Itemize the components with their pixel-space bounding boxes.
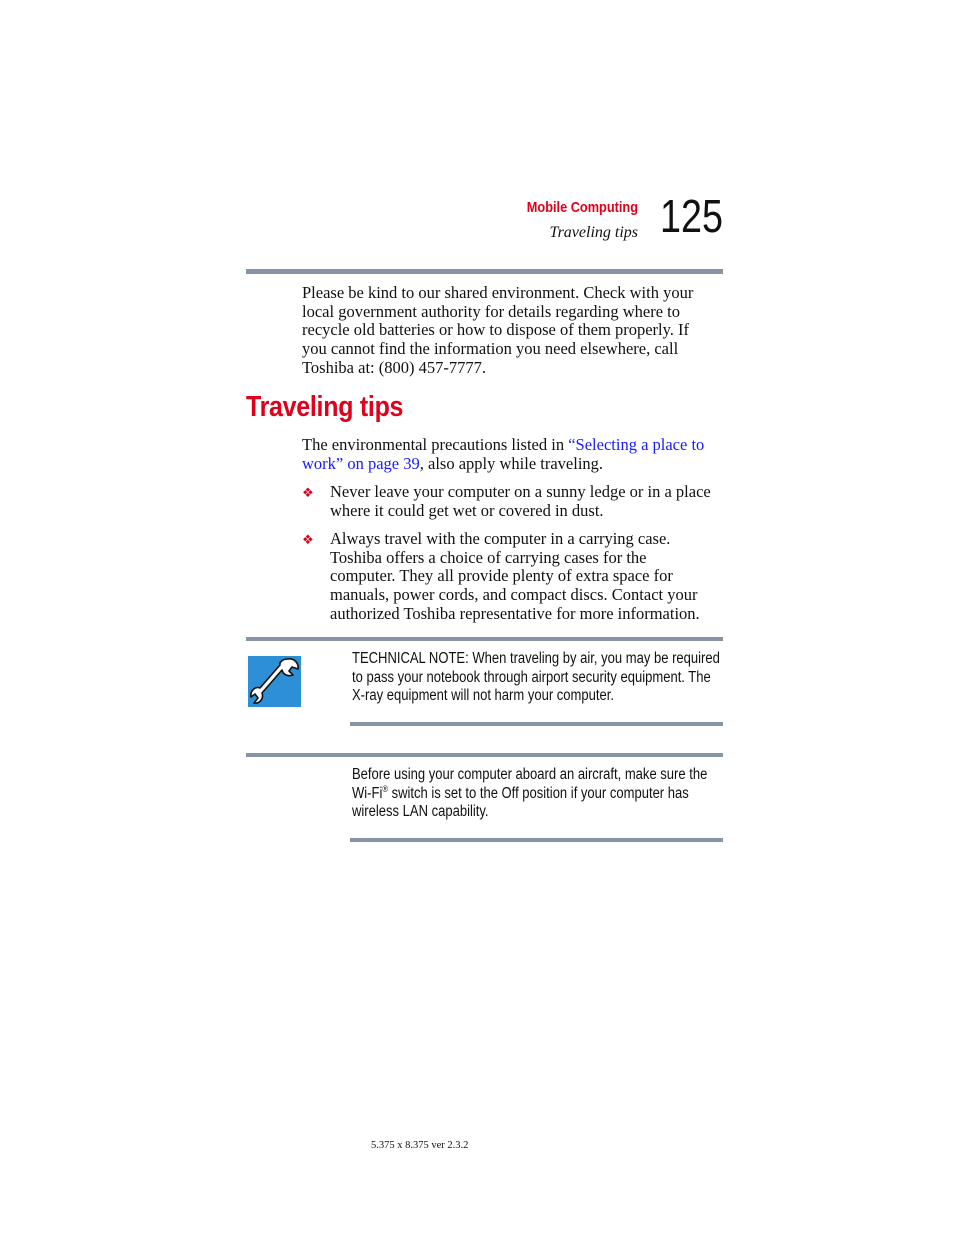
note-bottom-rule: [350, 722, 723, 726]
aircraft-note: [352, 766, 707, 822]
paragraph-text: The environmental precautions listed in: [302, 435, 569, 454]
bullet-line: computer. They all provide plenty of extra space for: [330, 566, 673, 586]
subsection-title: Traveling tips: [549, 224, 638, 241]
bullet-line: Toshiba offers a choice of carrying cases for the: [330, 547, 647, 567]
bullet-line: authorized Toshiba representative for more information.: [330, 603, 700, 623]
bullet-icon: ❖: [302, 485, 314, 500]
section-title: Mobile Computing: [526, 199, 638, 216]
paragraph-line: [302, 436, 732, 455]
intro-line: recycle old batteries or how to dispose of them properly. If: [302, 320, 690, 340]
note2-bottom-rule: [350, 838, 723, 842]
note-line: [352, 785, 707, 804]
technical-note: [352, 650, 720, 706]
registered-mark: ®: [382, 783, 388, 794]
cross-reference-link-continued[interactable]: work” on page 39: [302, 453, 420, 473]
note-top-rule: [246, 637, 723, 641]
note-line: X-ray equipment will not harm your computer.: [352, 687, 614, 705]
cross-reference-link[interactable]: “Selecting a place to: [568, 435, 705, 454]
bullet-item: [330, 483, 730, 520]
intro-line: you cannot find the information you need elsewhere, call: [302, 339, 679, 359]
bullet-line: where it could get wet or covered in dust.: [330, 500, 604, 520]
header-rule: [246, 269, 723, 274]
bullet-line: Never leave your computer on a sunny ledge or in a place: [330, 482, 711, 501]
note-line: Before using your computer aboard an aircraft, make sure the: [352, 766, 708, 783]
note-line: to pass your notebook through airport security equipment. The: [352, 668, 711, 686]
note-line: TECHNICAL NOTE: When traveling by air, you may be required: [352, 650, 720, 667]
page-heading: Traveling tips: [246, 391, 404, 423]
wrench-icon: [248, 656, 301, 707]
wifi-text: Wi-Fi: [352, 784, 383, 802]
bullet-icon: ❖: [302, 532, 314, 547]
intro-line: local government authority for details regarding where to: [302, 301, 680, 321]
bullet-line: Always travel with the computer in a carrying case.: [330, 529, 671, 548]
version-footer: 5.375 x 8.375 ver 2.3.2: [371, 1140, 469, 1151]
intro-paragraph: [302, 284, 732, 378]
note-line: wireless LAN capability.: [352, 803, 489, 821]
bullet-item: [330, 530, 730, 624]
intro-line: Toshiba at: (800) 457-7777.: [302, 357, 486, 377]
note-text: switch is set to the Off position if your computer has: [387, 784, 689, 802]
paragraph-line: [302, 455, 732, 474]
precautions-paragraph: [302, 436, 732, 473]
bullet-line: manuals, power cords, and compact discs. Contact your: [330, 585, 698, 605]
page-number: 125: [660, 190, 723, 242]
paragraph-text: , also apply while traveling.: [419, 453, 604, 473]
intro-line: Please be kind to our shared environment. Check with your: [302, 283, 694, 302]
note2-top-rule: [246, 753, 723, 757]
